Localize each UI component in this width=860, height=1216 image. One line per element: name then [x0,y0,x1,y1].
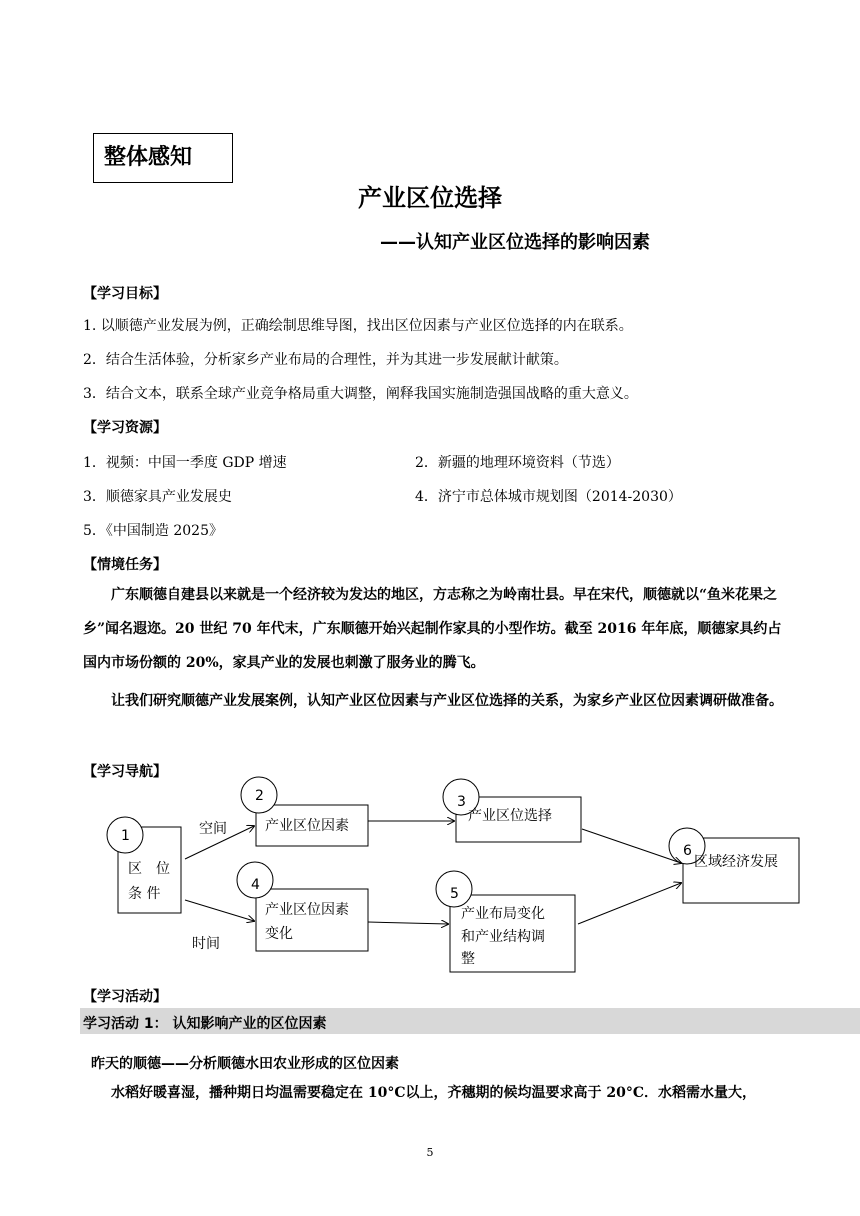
resource-item: 5．《中国制造 2025》 [83,523,223,539]
page-title: 产业区位选择 [358,184,502,212]
node-text: 区域经济发展 [694,854,778,870]
page-number: 5 [426,1146,434,1159]
section-label-box: 整体感知 [93,133,233,183]
goals-heading: 【学习目标】 [83,286,167,302]
label-time: 时间 [192,936,220,952]
resource-item: 2．新疆的地理环境资料（节选） [415,455,620,471]
task-paragraph: 广东顺德自建县以来就是一个经济较为发达的地区，方志称之为岭南壮县。早在宋代，顺德就以“鱼米花果之乡”闻名遐迩。20 世纪 70 年代末，广东顺德开始兴起制作家具的小型作坊。截至 2016 年年底，顺德家具约占国内市场份额的 20%，家具产业的发展也刺激了服务业的腾飞。 [83,587,782,671]
node-text: 产业区位因素 [265,818,349,834]
arrow [582,829,681,863]
arrow [578,883,681,924]
node-number: 3 [457,794,466,810]
goal-item: 3．结合文本，联系全球产业竞争格局重大调整，阐释我国实施制造强国战略的重大意义。 [83,386,638,402]
activity-paragraph: 水稻好暖喜湿，播种期日均温需要稳定在 10°C以上，齐穗期的候均温要求高于 20°C．水稻需水量大， [111,1085,756,1101]
node-text: 和产业结构调 [461,929,545,945]
node-text: 产业布局变化 [461,906,545,922]
resource-item: 3．顺德家具产业发展史 [83,489,232,505]
nav-heading: 【学习导航】 [83,764,167,780]
node-text: 变化 [265,926,293,942]
goal-item: 2．结合生活体验，分析家乡产业布局的合理性，并为其进一步发展献计献策。 [83,352,568,368]
node-text: 区 位 [128,861,170,877]
label-space: 空间 [199,821,227,837]
activity-band-title: 学习活动 1： 认知影响产业的区位因素 [83,1016,327,1032]
node-number: 5 [450,886,459,902]
node-text: 产业区位因素 [265,902,349,918]
task-heading: 【情境任务】 [83,557,167,573]
node-text: 条 件 [128,886,161,902]
activity-subheading: 昨天的顺德——分析顺德水田农业形成的区位因素 [91,1056,399,1072]
arrow [185,900,254,921]
node-number: 4 [251,877,260,893]
arrow [368,922,448,924]
node-text: 整 [461,951,475,967]
node-text: 产业区位选择 [468,808,552,824]
page-subtitle: ——认知产业区位选择的影响因素 [380,232,650,253]
node-number: 6 [683,843,692,859]
activity-heading: 【学习活动】 [83,989,167,1005]
resource-item: 4．济宁市总体城市规划图（2014-2030） [415,489,682,505]
resource-item: 1．视频：中国一季度 GDP 增速 [83,455,287,471]
resources-heading: 【学习资源】 [83,420,167,436]
node-number: 1 [121,828,130,844]
task-paragraph: 让我们研究顺德产业发展案例，认知产业区位因素与产业区位选择的关系，为家乡产业区位因素调研做准备。 [111,693,783,709]
node-number: 2 [255,788,264,804]
goal-item: 1. 以顺德产业发展为例，正确绘制思维导图，找出区位因素与产业区位选择的内在联系。 [83,318,633,334]
